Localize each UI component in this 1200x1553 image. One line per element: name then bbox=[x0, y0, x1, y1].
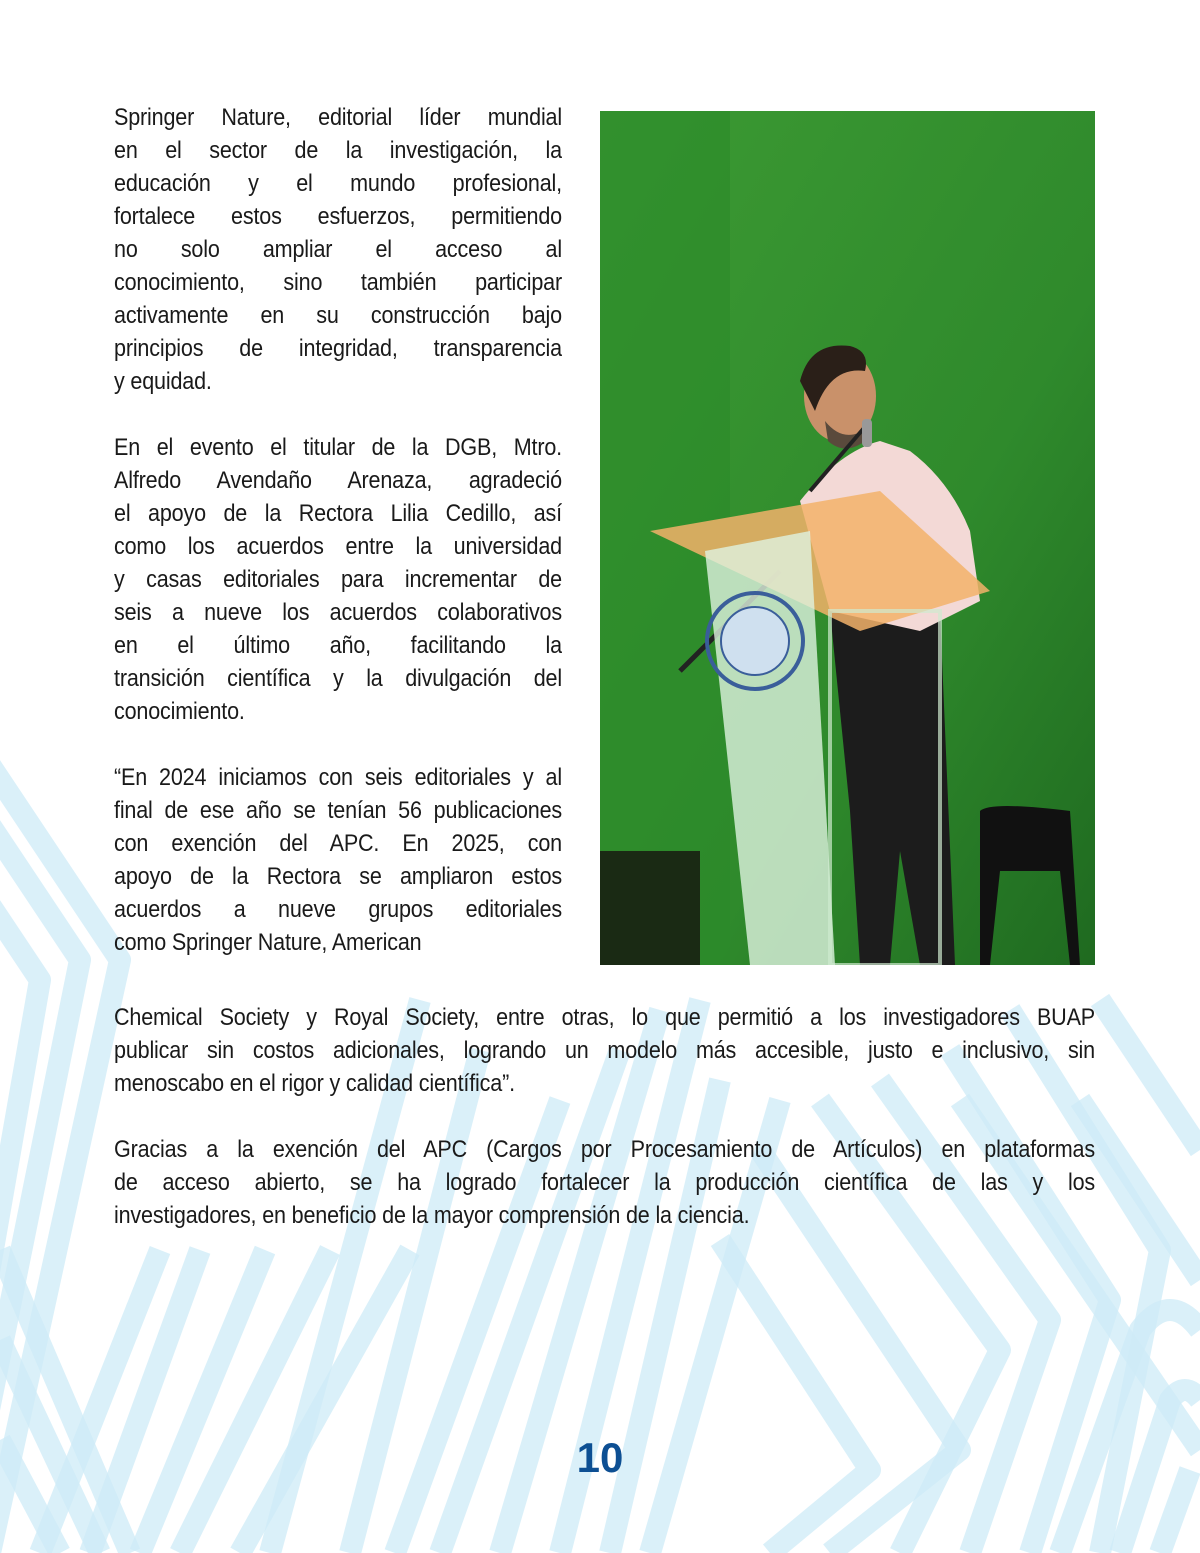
text-line: “En 2024 iniciamos con seis editoriales y al bbox=[114, 764, 562, 791]
left-text-column bbox=[114, 101, 562, 959]
top-row bbox=[114, 101, 1095, 965]
text-line: no solo ampliar el acceso al bbox=[114, 236, 562, 263]
text-line: de acceso abierto, se ha logrado fortalecer la producción científica de las y los bbox=[114, 1169, 1095, 1196]
text-line: activamente en su construcción bajo bbox=[114, 302, 562, 329]
text-line: y casas editoriales para incrementar de bbox=[114, 566, 562, 593]
speaker-photo bbox=[600, 111, 1095, 965]
text-line: Alfredo Avendaño Arenaza, agradeció bbox=[114, 467, 562, 494]
text-line: menoscabo en el rigor y calidad científica”. bbox=[114, 1070, 515, 1097]
text-line: conocimiento, sino también participar bbox=[114, 269, 562, 296]
text-line: acuerdos a nueve grupos editoriales bbox=[114, 896, 562, 923]
text-line: Gracias a la exención del APC (Cargos por Procesamiento de Artículos) en plataformas bbox=[114, 1136, 1095, 1163]
text-line: final de ese año se tenían 56 publicaciones bbox=[114, 797, 562, 824]
text-line: conocimiento. bbox=[114, 698, 245, 725]
text-line: En el evento el titular de la DGB, Mtro. bbox=[114, 434, 562, 461]
bottom-text-section bbox=[114, 1001, 1095, 1232]
text-line: fortalece estos esfuerzos, permitiendo bbox=[114, 203, 562, 230]
paragraph bbox=[114, 761, 562, 959]
text-line: Springer Nature, editorial líder mundial bbox=[114, 104, 562, 131]
text-line: como Springer Nature, American bbox=[114, 929, 422, 956]
paragraph bbox=[114, 101, 562, 398]
text-line: educación y el mundo profesional, bbox=[114, 170, 562, 197]
text-line: transición científica y la divulgación del bbox=[114, 665, 562, 692]
text-line: y equidad. bbox=[114, 368, 212, 395]
text-line: investigadores, en beneficio de la mayor comprensión de la ciencia. bbox=[114, 1202, 750, 1229]
page-content bbox=[114, 101, 1095, 1232]
text-line: apoyo de la Rectora se ampliaron estos bbox=[114, 863, 562, 890]
text-line: como los acuerdos entre la universidad bbox=[114, 533, 562, 560]
text-line: el apoyo de la Rectora Lilia Cedillo, así bbox=[114, 500, 562, 527]
text-line: en el sector de la investigación, la bbox=[114, 137, 562, 164]
text-line: publicar sin costos adicionales, logrando un modelo más accesible, justo e inclusivo, sin bbox=[114, 1037, 1095, 1064]
page-number: 10 bbox=[576, 1434, 624, 1481]
text-line: en el último año, facilitando la bbox=[114, 632, 562, 659]
text-line: Chemical Society y Royal Society, entre otras, lo que permitió a los investigadores BUAP bbox=[114, 1004, 1095, 1031]
paragraph bbox=[114, 1001, 1095, 1100]
paragraph bbox=[114, 431, 562, 728]
paragraph bbox=[114, 1133, 1095, 1232]
text-line: con exención del APC. En 2025, con bbox=[114, 830, 562, 857]
text-line: principios de integridad, transparencia bbox=[114, 335, 562, 362]
text-line: seis a nueve los acuerdos colaborativos bbox=[114, 599, 562, 626]
